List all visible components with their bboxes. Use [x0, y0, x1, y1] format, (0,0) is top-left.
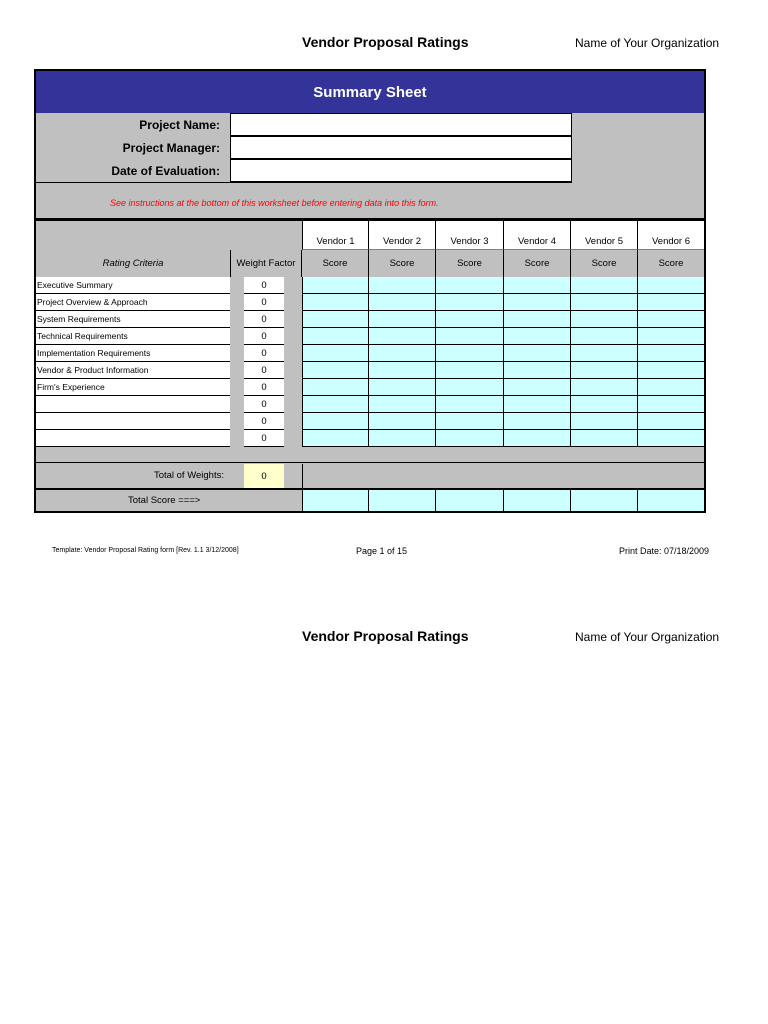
criterion-label: Vendor & Product Information: [36, 362, 230, 379]
criterion-label: Firm's Experience: [36, 379, 230, 396]
score-cell[interactable]: [369, 430, 436, 447]
total-weights-value: 0: [244, 464, 284, 488]
score-cell[interactable]: [638, 294, 704, 311]
score-cell[interactable]: [436, 311, 504, 328]
score-cell[interactable]: [369, 396, 436, 413]
score-cell[interactable]: [369, 345, 436, 362]
total-score-cell: [638, 490, 704, 511]
total-score-cell: [369, 490, 436, 511]
score-cell[interactable]: [571, 430, 638, 447]
score-cell[interactable]: [571, 345, 638, 362]
weight-input[interactable]: 0: [244, 345, 284, 362]
project-name-field[interactable]: [230, 113, 572, 136]
score-cell[interactable]: [302, 379, 369, 396]
summary-sheet: [34, 69, 706, 513]
score-cell[interactable]: [436, 294, 504, 311]
criterion-label[interactable]: [36, 413, 230, 430]
vendor-header-row: [302, 221, 704, 250]
score-cell[interactable]: [436, 362, 504, 379]
score-cell[interactable]: [436, 396, 504, 413]
score-cell[interactable]: [302, 413, 369, 430]
score-cell[interactable]: [571, 413, 638, 430]
project-manager-field[interactable]: [230, 136, 572, 159]
score-cell[interactable]: [369, 379, 436, 396]
project-manager-label: Project Manager:: [122, 141, 220, 155]
score-cell[interactable]: [571, 379, 638, 396]
rating-criteria-header: Rating Criteria: [102, 258, 164, 269]
score-cell[interactable]: [302, 396, 369, 413]
organization-name: Name of Your Organization: [575, 36, 720, 50]
score-cell[interactable]: [369, 362, 436, 379]
template-footer: Template: Vendor Proposal Rating form [Rev. 1.1 3/12/2008]: [52, 547, 239, 554]
score-cell[interactable]: [436, 379, 504, 396]
score-cell[interactable]: [436, 328, 504, 345]
instructions-note: See instructions at the bottom of this worksheet before entering data into this form.: [110, 198, 439, 208]
vendor-5-header: Vendor 5: [571, 221, 638, 250]
score-cell[interactable]: [571, 396, 638, 413]
weight-input[interactable]: 0: [244, 277, 284, 294]
score-cell[interactable]: [638, 413, 704, 430]
score-cell[interactable]: [571, 294, 638, 311]
page-title: Vendor Proposal Ratings: [302, 628, 469, 644]
score-header: Score: [571, 250, 638, 277]
score-cell[interactable]: [369, 328, 436, 345]
criterion-label: Implementation Requirements: [36, 345, 230, 362]
page-number: Page 1 of 15: [356, 546, 408, 556]
page-title: Vendor Proposal Ratings: [302, 34, 469, 50]
vendor-3-header: Vendor 3: [436, 221, 504, 250]
weight-input[interactable]: 0: [244, 311, 284, 328]
total-weights-label: Total of Weights:: [153, 470, 224, 481]
total-score-label: Total Score ===>: [128, 495, 201, 506]
criterion-label: System Requirements: [36, 311, 230, 328]
weight-input[interactable]: 0: [244, 379, 284, 396]
total-score-cell: [436, 490, 504, 511]
vendor-4-header: Vendor 4: [504, 221, 571, 250]
score-cell[interactable]: [638, 277, 704, 294]
score-cell[interactable]: [369, 277, 436, 294]
score-cell[interactable]: [302, 328, 369, 345]
score-cell[interactable]: [436, 277, 504, 294]
criterion-label: Executive Summary: [36, 277, 230, 294]
score-cell[interactable]: [504, 396, 571, 413]
score-cell[interactable]: [504, 311, 571, 328]
date-of-evaluation-label: Date of Evaluation:: [111, 164, 220, 178]
weight-factor-header: Weight Factor: [230, 250, 302, 277]
organization-name: Name of Your Organization: [575, 630, 720, 644]
total-score-cell: [302, 490, 369, 511]
criterion-label: Project Overview & Approach: [36, 294, 230, 311]
score-cell[interactable]: [638, 328, 704, 345]
weight-input[interactable]: 0: [244, 362, 284, 379]
score-cell[interactable]: [504, 345, 571, 362]
summary-banner: Summary Sheet: [36, 71, 704, 113]
score-header: Score: [436, 250, 504, 277]
vendor-1-header: Vendor 1: [302, 221, 369, 250]
date-of-evaluation-field[interactable]: [230, 159, 572, 182]
score-cell[interactable]: [504, 277, 571, 294]
score-cell[interactable]: [571, 328, 638, 345]
weight-input[interactable]: 0: [244, 430, 284, 447]
score-cell[interactable]: [638, 362, 704, 379]
total-score-cell: [504, 490, 571, 511]
project-name-label: Project Name:: [139, 118, 220, 132]
spacer-row: [36, 451, 704, 463]
score-cell[interactable]: [571, 362, 638, 379]
score-cell[interactable]: [302, 277, 369, 294]
criterion-label[interactable]: [36, 430, 230, 447]
score-cell[interactable]: [638, 396, 704, 413]
score-cell[interactable]: [504, 413, 571, 430]
score-header: Score: [638, 250, 704, 277]
score-header-row: [302, 250, 704, 277]
score-cell[interactable]: [638, 345, 704, 362]
score-cell[interactable]: [302, 430, 369, 447]
score-header: Score: [369, 250, 436, 277]
vendor-2-header: Vendor 2: [369, 221, 436, 250]
score-cell[interactable]: [302, 345, 369, 362]
score-cell[interactable]: [369, 311, 436, 328]
score-header: Score: [302, 250, 369, 277]
score-cell[interactable]: [302, 311, 369, 328]
vendor-6-header: Vendor 6: [638, 221, 704, 250]
score-cell[interactable]: [638, 430, 704, 447]
score-cell[interactable]: [302, 362, 369, 379]
score-cell[interactable]: [638, 311, 704, 328]
weight-input[interactable]: 0: [244, 328, 284, 345]
score-cell[interactable]: [504, 430, 571, 447]
score-cell[interactable]: [302, 294, 369, 311]
score-cell[interactable]: [638, 379, 704, 396]
criteria-table: [36, 277, 704, 451]
score-cell[interactable]: [436, 345, 504, 362]
score-cell[interactable]: [571, 311, 638, 328]
score-cell[interactable]: [369, 294, 436, 311]
score-cell[interactable]: [436, 430, 504, 447]
weight-input[interactable]: 0: [244, 294, 284, 311]
score-cell[interactable]: [504, 328, 571, 345]
criterion-label: Technical Requirements: [36, 328, 230, 345]
total-score-cell: [571, 490, 638, 511]
score-cell[interactable]: [504, 379, 571, 396]
score-header: Score: [504, 250, 571, 277]
score-cell[interactable]: [504, 294, 571, 311]
totals-gray-area: [302, 464, 704, 488]
divider: [36, 182, 572, 183]
print-date: Print Date: 07/18/2009: [619, 546, 710, 556]
score-cell[interactable]: [436, 413, 504, 430]
weight-input[interactable]: 0: [244, 413, 284, 430]
weight-input[interactable]: 0: [244, 396, 284, 413]
criterion-label[interactable]: [36, 396, 230, 413]
score-cell[interactable]: [369, 413, 436, 430]
score-cell[interactable]: [504, 362, 571, 379]
score-cell[interactable]: [571, 277, 638, 294]
